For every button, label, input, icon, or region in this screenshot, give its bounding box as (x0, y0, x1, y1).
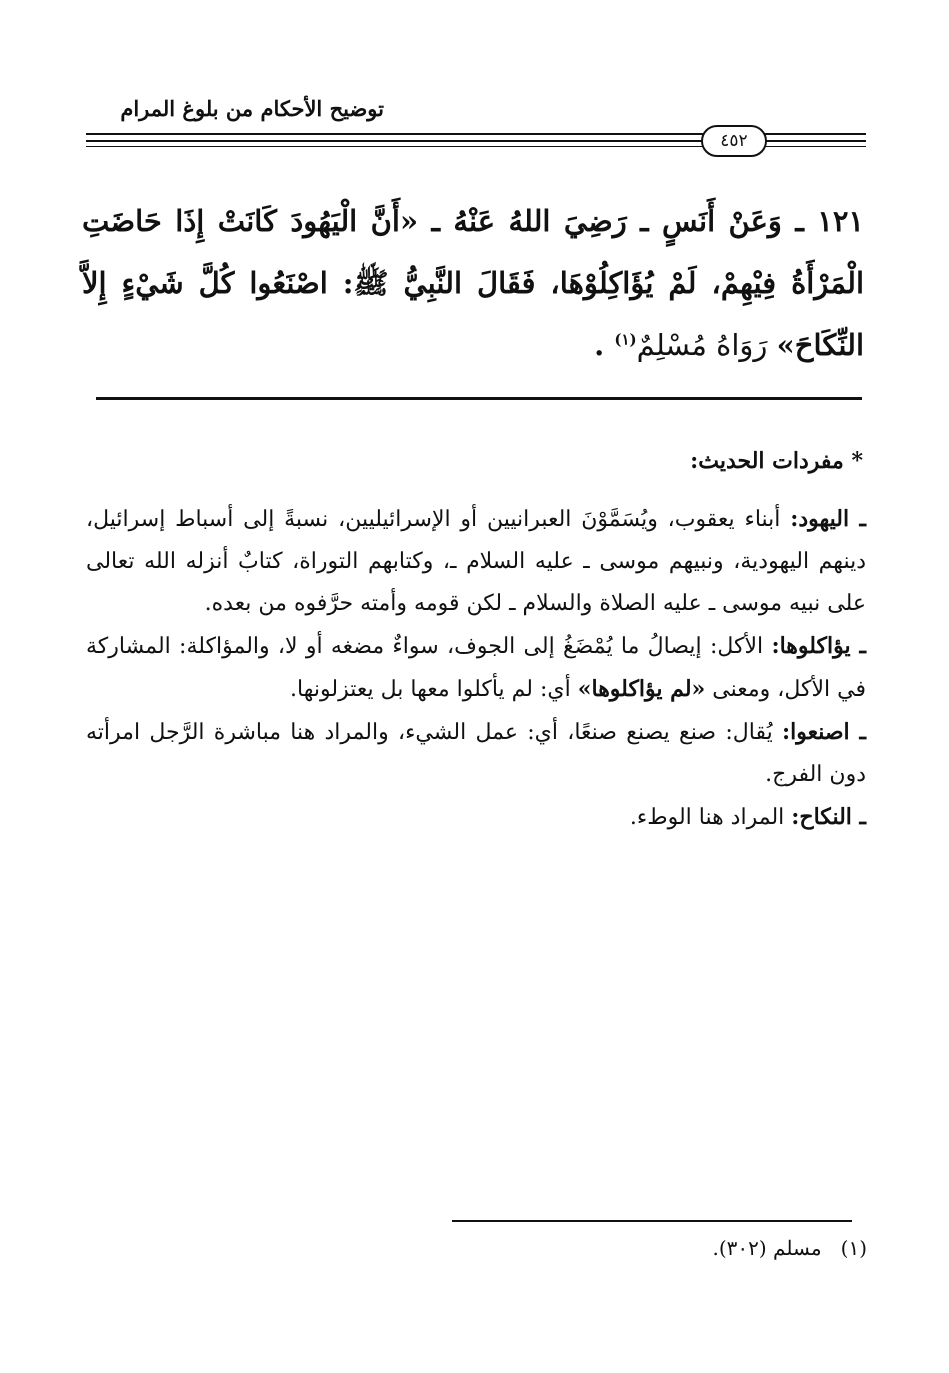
vocab-definition: المراد هنا الوطء. (629, 805, 792, 830)
vocab-entry (86, 498, 866, 625)
vocab-definition-cont: أي: لم يأكلوا معها بل يعتزلونها. (290, 677, 578, 702)
running-head-title: توضيح الأحكام من بلوغ المرام (120, 96, 384, 121)
hadith-end: . (594, 328, 615, 362)
vocab-entry (86, 796, 866, 839)
footnote-marker: (١) (840, 1236, 867, 1260)
hadith-dash: ـ (781, 204, 818, 238)
vocab-entry (86, 711, 866, 796)
footnote-reference: (١) (614, 330, 637, 349)
vocab-definition: أبناء يعقوب، ويُسَمَّوْنَ العبرانيين أو الإسرائيليين، نسبةً إلى أسباط إسرائيل، دينهم اليهودية، ونبيهم موسى ـ عليه السلام ـ، وكتابهم التوراة، كتابٌ أنزله الله تعالى على نبيه موسى ـ عليه الصلاة والسلام ـ لكن قومه وأمته حرَّفوه من بعده. (86, 507, 866, 616)
section-title: * مفردات الحديث: (690, 448, 863, 474)
page-number (701, 125, 767, 157)
vocab-term: ـ اصنعوا: (781, 719, 867, 745)
vocab-definition: الأكل: إيصالُ ما يُمْضَغُ إلى الجوف، سواءٌ مضغه أو لا، والمؤاكلة: المشاركة في الأكل، ومعنى (86, 634, 866, 702)
hadith-text (82, 190, 864, 376)
page-number-text: ٤٥٢ (720, 131, 748, 151)
vocab-term: ـ يؤاكلوها: (771, 633, 866, 659)
hadith-attribution: رَوَاهُ مُسْلِمٌ (636, 328, 777, 362)
vocab-entry (86, 625, 866, 711)
hadith-body: وَعَنْ أَنَسٍ ـ رَضِيَ اللهُ عَنْهُ ـ «أَنَّ الْيَهُودَ كَانَتْ إِذَا حَاضَتِ الْمَرْأَةُ فِيْهِمْ، لَمْ يُؤَاكِلُوْهَا، فَقَالَ النَّبِيُّ ﷺ: اصْنَعُوا كُلَّ شَيْءٍ إِلاَّ النِّكَاحَ» (82, 204, 864, 362)
footnote-rule (452, 1220, 852, 1222)
footnote (712, 1236, 867, 1260)
vocab-term: ـ النكاح: (791, 804, 866, 830)
vocab-definition: يُقال: صنع يصنع صنعًا، أي: عمل الشيء، والمراد هنا مباشرة الرَّجل امرأته دون الفرج. (86, 720, 866, 787)
section-divider (96, 397, 862, 400)
vocab-emphasis: «لم يؤاكلوها» (577, 676, 706, 702)
hadith-number: ١٢١ (817, 204, 864, 238)
vocabulary-list (86, 498, 866, 839)
vocab-term: ـ اليهود: (790, 506, 866, 532)
footnote-text: مسلم (٣٠٢). (712, 1236, 822, 1260)
